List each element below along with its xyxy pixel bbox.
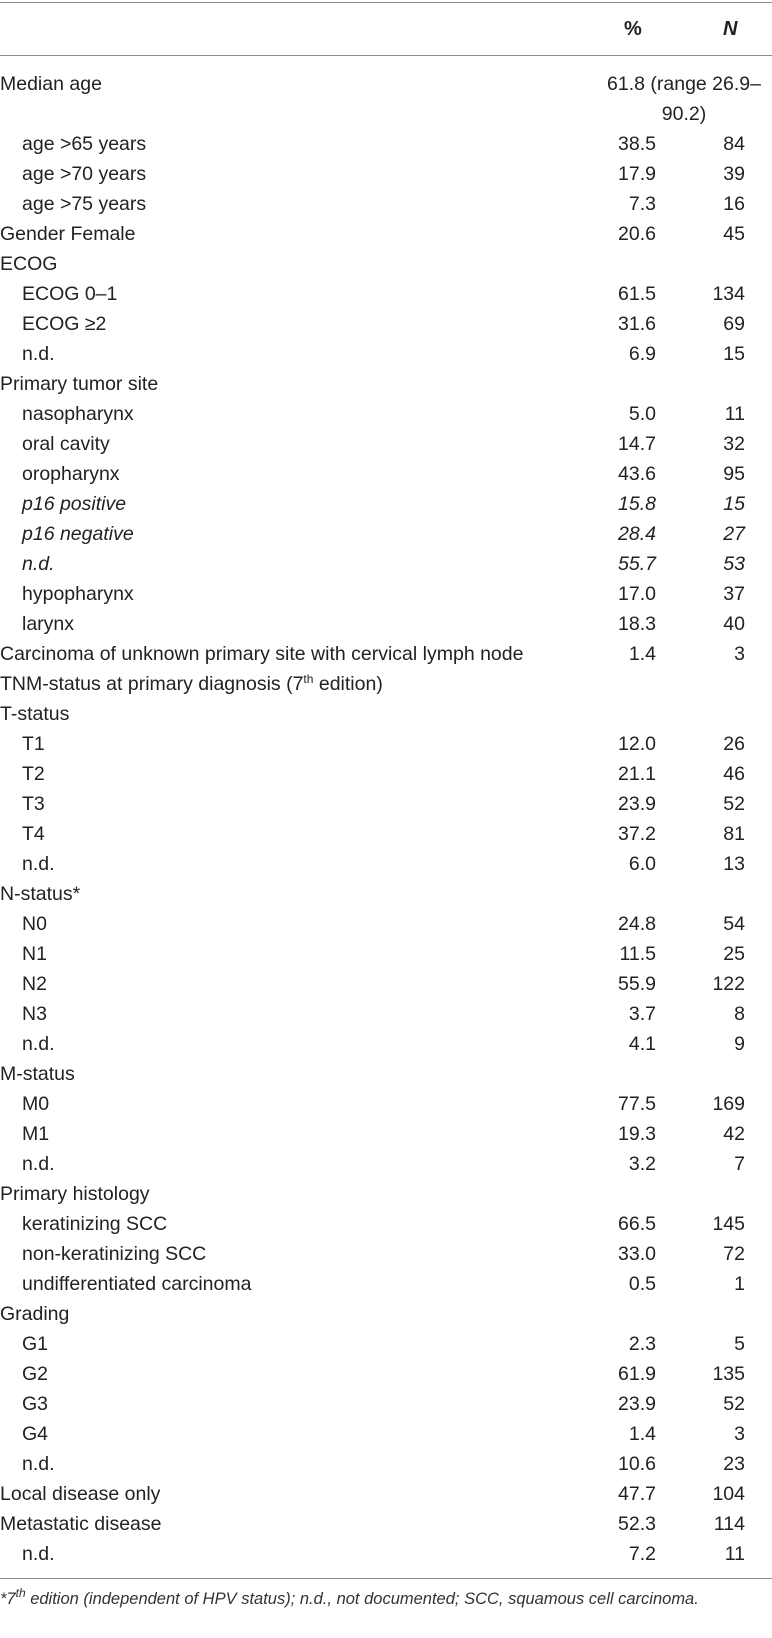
row-count: 9 xyxy=(734,1033,745,1055)
row-percent: 3.7 xyxy=(628,1003,656,1025)
row-percent: 1.4 xyxy=(628,643,656,665)
row-label xyxy=(22,1359,48,1389)
row-percent: 7.2 xyxy=(628,1543,656,1565)
footnote-star: *7 xyxy=(0,1590,16,1608)
table-row xyxy=(0,879,772,909)
row-percent: 31.6 xyxy=(618,313,656,335)
table-row xyxy=(0,1209,772,1239)
row-label-text: Primary histology xyxy=(0,1183,150,1205)
row-label-text: age >65 years xyxy=(22,133,147,155)
table-body xyxy=(0,69,772,1569)
table-row xyxy=(0,279,772,309)
row-percent: 38.5 xyxy=(618,133,656,155)
row-label xyxy=(22,789,45,819)
row-count: 1 xyxy=(734,1273,745,1295)
row-label-text: n.d. xyxy=(22,553,55,575)
row-percent: 37.2 xyxy=(618,823,656,845)
table-row xyxy=(0,1419,772,1449)
row-label-text: G3 xyxy=(22,1393,49,1415)
table-row xyxy=(0,1119,772,1149)
row-label-text: p16 positive xyxy=(22,493,127,515)
row-label-text: ECOG xyxy=(0,253,58,275)
row-label xyxy=(22,519,134,549)
row-label xyxy=(0,1179,150,1209)
row-count: 11 xyxy=(724,403,745,425)
row-label xyxy=(22,1209,167,1239)
row-label-sup: th xyxy=(303,672,314,686)
row-label xyxy=(22,579,134,609)
row-count: 169 xyxy=(712,1093,745,1115)
median-age-value: 61.8 (range 26.9–90.2) xyxy=(607,73,761,125)
row-count: 134 xyxy=(712,283,745,305)
row-label-text: keratinizing SCC xyxy=(22,1213,168,1235)
table-row xyxy=(0,909,772,939)
row-count: 114 xyxy=(713,1513,745,1535)
table-row xyxy=(0,699,772,729)
row-label-text: T1 xyxy=(22,733,45,755)
row-label-text: M1 xyxy=(22,1123,50,1145)
row-label xyxy=(22,1239,206,1269)
row-label xyxy=(0,1299,69,1329)
row-label-text: undifferentiated carcinoma xyxy=(22,1273,252,1295)
table-row xyxy=(0,549,772,579)
table-row xyxy=(0,639,772,669)
row-label xyxy=(22,1119,49,1149)
row-label-text: nasopharynx xyxy=(22,403,134,425)
row-count: 72 xyxy=(723,1243,745,1265)
row-label-text: N0 xyxy=(22,913,47,935)
row-label-text: G1 xyxy=(22,1333,49,1355)
row-count: 135 xyxy=(712,1363,745,1385)
row-percent: 7.3 xyxy=(628,193,656,215)
table-row xyxy=(0,1389,772,1419)
table-row xyxy=(0,1479,772,1509)
table-row xyxy=(0,729,772,759)
row-percent: 43.6 xyxy=(618,463,656,485)
row-label xyxy=(22,819,45,849)
table-row xyxy=(0,489,772,519)
row-label xyxy=(22,1539,55,1569)
row-percent: 77.5 xyxy=(618,1093,656,1115)
row-label-text: M-status xyxy=(0,1063,75,1085)
row-label-text: ECOG ≥2 xyxy=(22,313,107,335)
row-count: 52 xyxy=(723,1393,745,1415)
table-row xyxy=(0,999,772,1029)
row-label-text: N-status* xyxy=(0,883,81,905)
row-percent: 4.1 xyxy=(628,1033,656,1055)
row-label-text: Primary tumor site xyxy=(0,373,159,395)
row-label-text: larynx xyxy=(22,613,75,635)
row-count: 16 xyxy=(723,193,745,215)
row-label xyxy=(22,1089,49,1119)
row-count: 7 xyxy=(734,1153,745,1175)
row-percent: 23.9 xyxy=(618,1393,656,1415)
table-row xyxy=(0,1149,772,1179)
row-percent: 1.4 xyxy=(628,1423,656,1445)
table-bottom-rule xyxy=(0,1578,772,1579)
table-row xyxy=(0,429,772,459)
row-percent: 55.7 xyxy=(618,553,656,575)
row-percent: 21.1 xyxy=(618,763,656,785)
row-label xyxy=(22,159,146,189)
row-label-text: Metastatic disease xyxy=(0,1513,162,1535)
row-percent: 5.0 xyxy=(628,403,656,425)
header-percent: % xyxy=(624,18,642,40)
row-label xyxy=(22,549,55,579)
row-label xyxy=(0,639,523,669)
header-rule xyxy=(0,55,772,56)
table-footnote xyxy=(0,1586,760,1612)
table-row xyxy=(0,939,772,969)
table-row xyxy=(0,849,772,879)
row-percent: 61.9 xyxy=(618,1363,656,1385)
table-row xyxy=(0,189,772,219)
row-label-text: oral cavity xyxy=(22,433,110,455)
row-count: 69 xyxy=(723,313,745,335)
row-label xyxy=(0,1509,162,1539)
row-count: 27 xyxy=(723,523,745,545)
row-label xyxy=(22,309,106,339)
row-percent: 52.3 xyxy=(618,1513,656,1535)
row-label-text: non-keratinizing SCC xyxy=(22,1243,207,1265)
row-label xyxy=(22,609,74,639)
row-label-text: age >70 years xyxy=(22,163,147,185)
row-label xyxy=(22,1029,55,1059)
row-label-text: p16 negative xyxy=(22,523,134,545)
row-label xyxy=(0,1479,160,1509)
row-count: 3 xyxy=(734,643,745,665)
row-label xyxy=(22,1149,55,1179)
row-label xyxy=(0,669,383,699)
table-row xyxy=(0,579,772,609)
row-label xyxy=(22,1269,251,1299)
row-label-text: N2 xyxy=(22,973,47,995)
row-label xyxy=(22,339,55,369)
table-row xyxy=(0,399,772,429)
table-row xyxy=(0,159,772,189)
row-count: 46 xyxy=(723,763,745,785)
table-row xyxy=(0,519,772,549)
row-label-text: Carcinoma of unknown primary site with cervical lymph node xyxy=(0,643,524,665)
row-label xyxy=(22,189,146,219)
row-percent: 12.0 xyxy=(618,733,656,755)
row-count: 54 xyxy=(723,913,745,935)
row-count: 104 xyxy=(712,1483,745,1505)
row-percent: 6.9 xyxy=(628,343,656,365)
row-label-text: G2 xyxy=(22,1363,49,1385)
row-label-text: n.d. xyxy=(22,1033,55,1055)
row-count: 37 xyxy=(723,583,745,605)
row-label xyxy=(22,489,126,519)
row-percent: 20.6 xyxy=(618,223,656,245)
table-row xyxy=(0,249,772,279)
table-row xyxy=(0,339,772,369)
row-label xyxy=(22,939,47,969)
row-label xyxy=(0,369,158,399)
table-row xyxy=(0,1179,772,1209)
row-label-text: n.d. xyxy=(22,1453,55,1475)
row-percent: 3.2 xyxy=(628,1153,656,1175)
row-count: 15 xyxy=(723,493,745,515)
row-label xyxy=(22,1329,48,1359)
row-percent: 17.9 xyxy=(618,163,656,185)
row-label xyxy=(0,249,57,279)
row-label xyxy=(0,1059,75,1089)
row-percent: 61.5 xyxy=(618,283,656,305)
row-percent: 33.0 xyxy=(618,1243,656,1265)
row-count: 26 xyxy=(723,733,745,755)
table-row xyxy=(0,1029,772,1059)
row-label-text: n.d. xyxy=(22,853,55,875)
row-count: 32 xyxy=(723,433,745,455)
row-count: 145 xyxy=(712,1213,745,1235)
row-label-text: G4 xyxy=(22,1423,49,1445)
table-row xyxy=(0,1539,772,1569)
table-row xyxy=(0,1059,772,1089)
row-percent: 17.0 xyxy=(618,583,656,605)
row-label-text: T4 xyxy=(22,823,45,845)
row-count: 40 xyxy=(723,613,745,635)
footnote-text: edition (independent of HPV status); n.d., not documented; SCC, squamous cell carcinoma. xyxy=(25,1590,699,1608)
row-count: 11 xyxy=(724,1543,745,1565)
row-percent: 15.8 xyxy=(618,493,656,515)
row-label-text: age >75 years xyxy=(22,193,147,215)
row-label-text: n.d. xyxy=(22,1153,55,1175)
row-percent: 0.5 xyxy=(628,1273,656,1295)
row-count: 15 xyxy=(723,343,745,365)
row-percent: 18.3 xyxy=(618,613,656,635)
row-label xyxy=(0,219,135,249)
row-percent: 6.0 xyxy=(628,853,656,875)
row-label-text: Gender Female xyxy=(0,223,136,245)
row-label-text: n.d. xyxy=(22,1543,55,1565)
row-label xyxy=(22,729,45,759)
row-count: 5 xyxy=(734,1333,745,1355)
row-count: 95 xyxy=(723,463,745,485)
row-count: 39 xyxy=(723,163,745,185)
row-label-text: hypopharynx xyxy=(22,583,134,605)
table-row xyxy=(0,669,772,699)
row-count: 3 xyxy=(734,1423,745,1445)
row-percent: 14.7 xyxy=(618,433,656,455)
row-percent: 10.6 xyxy=(618,1453,656,1475)
row-percent: 2.3 xyxy=(628,1333,656,1355)
table-row xyxy=(0,1329,772,1359)
row-label xyxy=(0,879,80,909)
row-label-text: T3 xyxy=(22,793,45,815)
row-label-text: T2 xyxy=(22,763,45,785)
row-percent: 24.8 xyxy=(618,913,656,935)
row-count: 25 xyxy=(723,943,745,965)
row-label xyxy=(22,459,120,489)
table-row xyxy=(0,1299,772,1329)
row-label-text: M0 xyxy=(22,1093,50,1115)
row-label-text: Grading xyxy=(0,1303,70,1325)
row-label xyxy=(22,129,146,159)
table-row xyxy=(0,219,772,249)
row-label xyxy=(22,909,47,939)
row-label xyxy=(22,399,134,429)
row-percent: 66.5 xyxy=(618,1213,656,1235)
row-count: 45 xyxy=(723,223,745,245)
row-percent: 55.9 xyxy=(618,973,656,995)
row-label xyxy=(22,999,47,1029)
table-row-median-age xyxy=(0,69,772,129)
row-label-text: N1 xyxy=(22,943,47,965)
table-row xyxy=(0,129,772,159)
row-label xyxy=(22,429,110,459)
row-label-suffix: edition) xyxy=(313,673,383,695)
table-row xyxy=(0,609,772,639)
header-n: N xyxy=(723,18,738,40)
table-row xyxy=(0,789,772,819)
table-row xyxy=(0,1089,772,1119)
row-label xyxy=(22,1419,48,1449)
row-label xyxy=(0,699,69,729)
row-count: 53 xyxy=(723,553,745,575)
row-label-text: TNM-status at primary diagnosis (7 xyxy=(0,673,304,695)
row-label-text: N3 xyxy=(22,1003,47,1025)
row-label xyxy=(22,969,47,999)
row-count: 52 xyxy=(723,793,745,815)
table-header xyxy=(0,4,772,55)
row-percent: 11.5 xyxy=(619,943,656,965)
row-label-text: oropharynx xyxy=(22,463,120,485)
table-row xyxy=(0,819,772,849)
row-count: 23 xyxy=(723,1453,745,1475)
row-count: 42 xyxy=(723,1123,745,1145)
table-row xyxy=(0,309,772,339)
row-label: Median age xyxy=(0,73,102,95)
row-percent: 23.9 xyxy=(618,793,656,815)
table-row xyxy=(0,1239,772,1269)
row-label xyxy=(22,1389,48,1419)
row-percent: 19.3 xyxy=(618,1123,656,1145)
table-row xyxy=(0,369,772,399)
table-row xyxy=(0,759,772,789)
row-label xyxy=(22,759,45,789)
row-count: 8 xyxy=(734,1003,745,1025)
row-percent: 28.4 xyxy=(618,523,656,545)
row-label xyxy=(22,1449,55,1479)
row-label xyxy=(22,849,55,879)
row-count: 122 xyxy=(712,973,745,995)
row-label xyxy=(22,279,117,309)
row-percent: 47.7 xyxy=(618,1483,656,1505)
table-row xyxy=(0,1509,772,1539)
row-count: 13 xyxy=(723,853,745,875)
table-top-rule xyxy=(0,2,772,3)
row-label-text: T-status xyxy=(0,703,70,725)
table-row xyxy=(0,459,772,489)
row-count: 84 xyxy=(723,133,745,155)
row-count: 81 xyxy=(723,823,745,845)
table-row xyxy=(0,1269,772,1299)
table-row xyxy=(0,969,772,999)
table-row xyxy=(0,1449,772,1479)
table-row xyxy=(0,1359,772,1389)
row-label-text: Local disease only xyxy=(0,1483,161,1505)
footnote-sup: th xyxy=(15,1586,26,1600)
row-label-text: n.d. xyxy=(22,343,55,365)
row-label-text: ECOG 0–1 xyxy=(22,283,118,305)
